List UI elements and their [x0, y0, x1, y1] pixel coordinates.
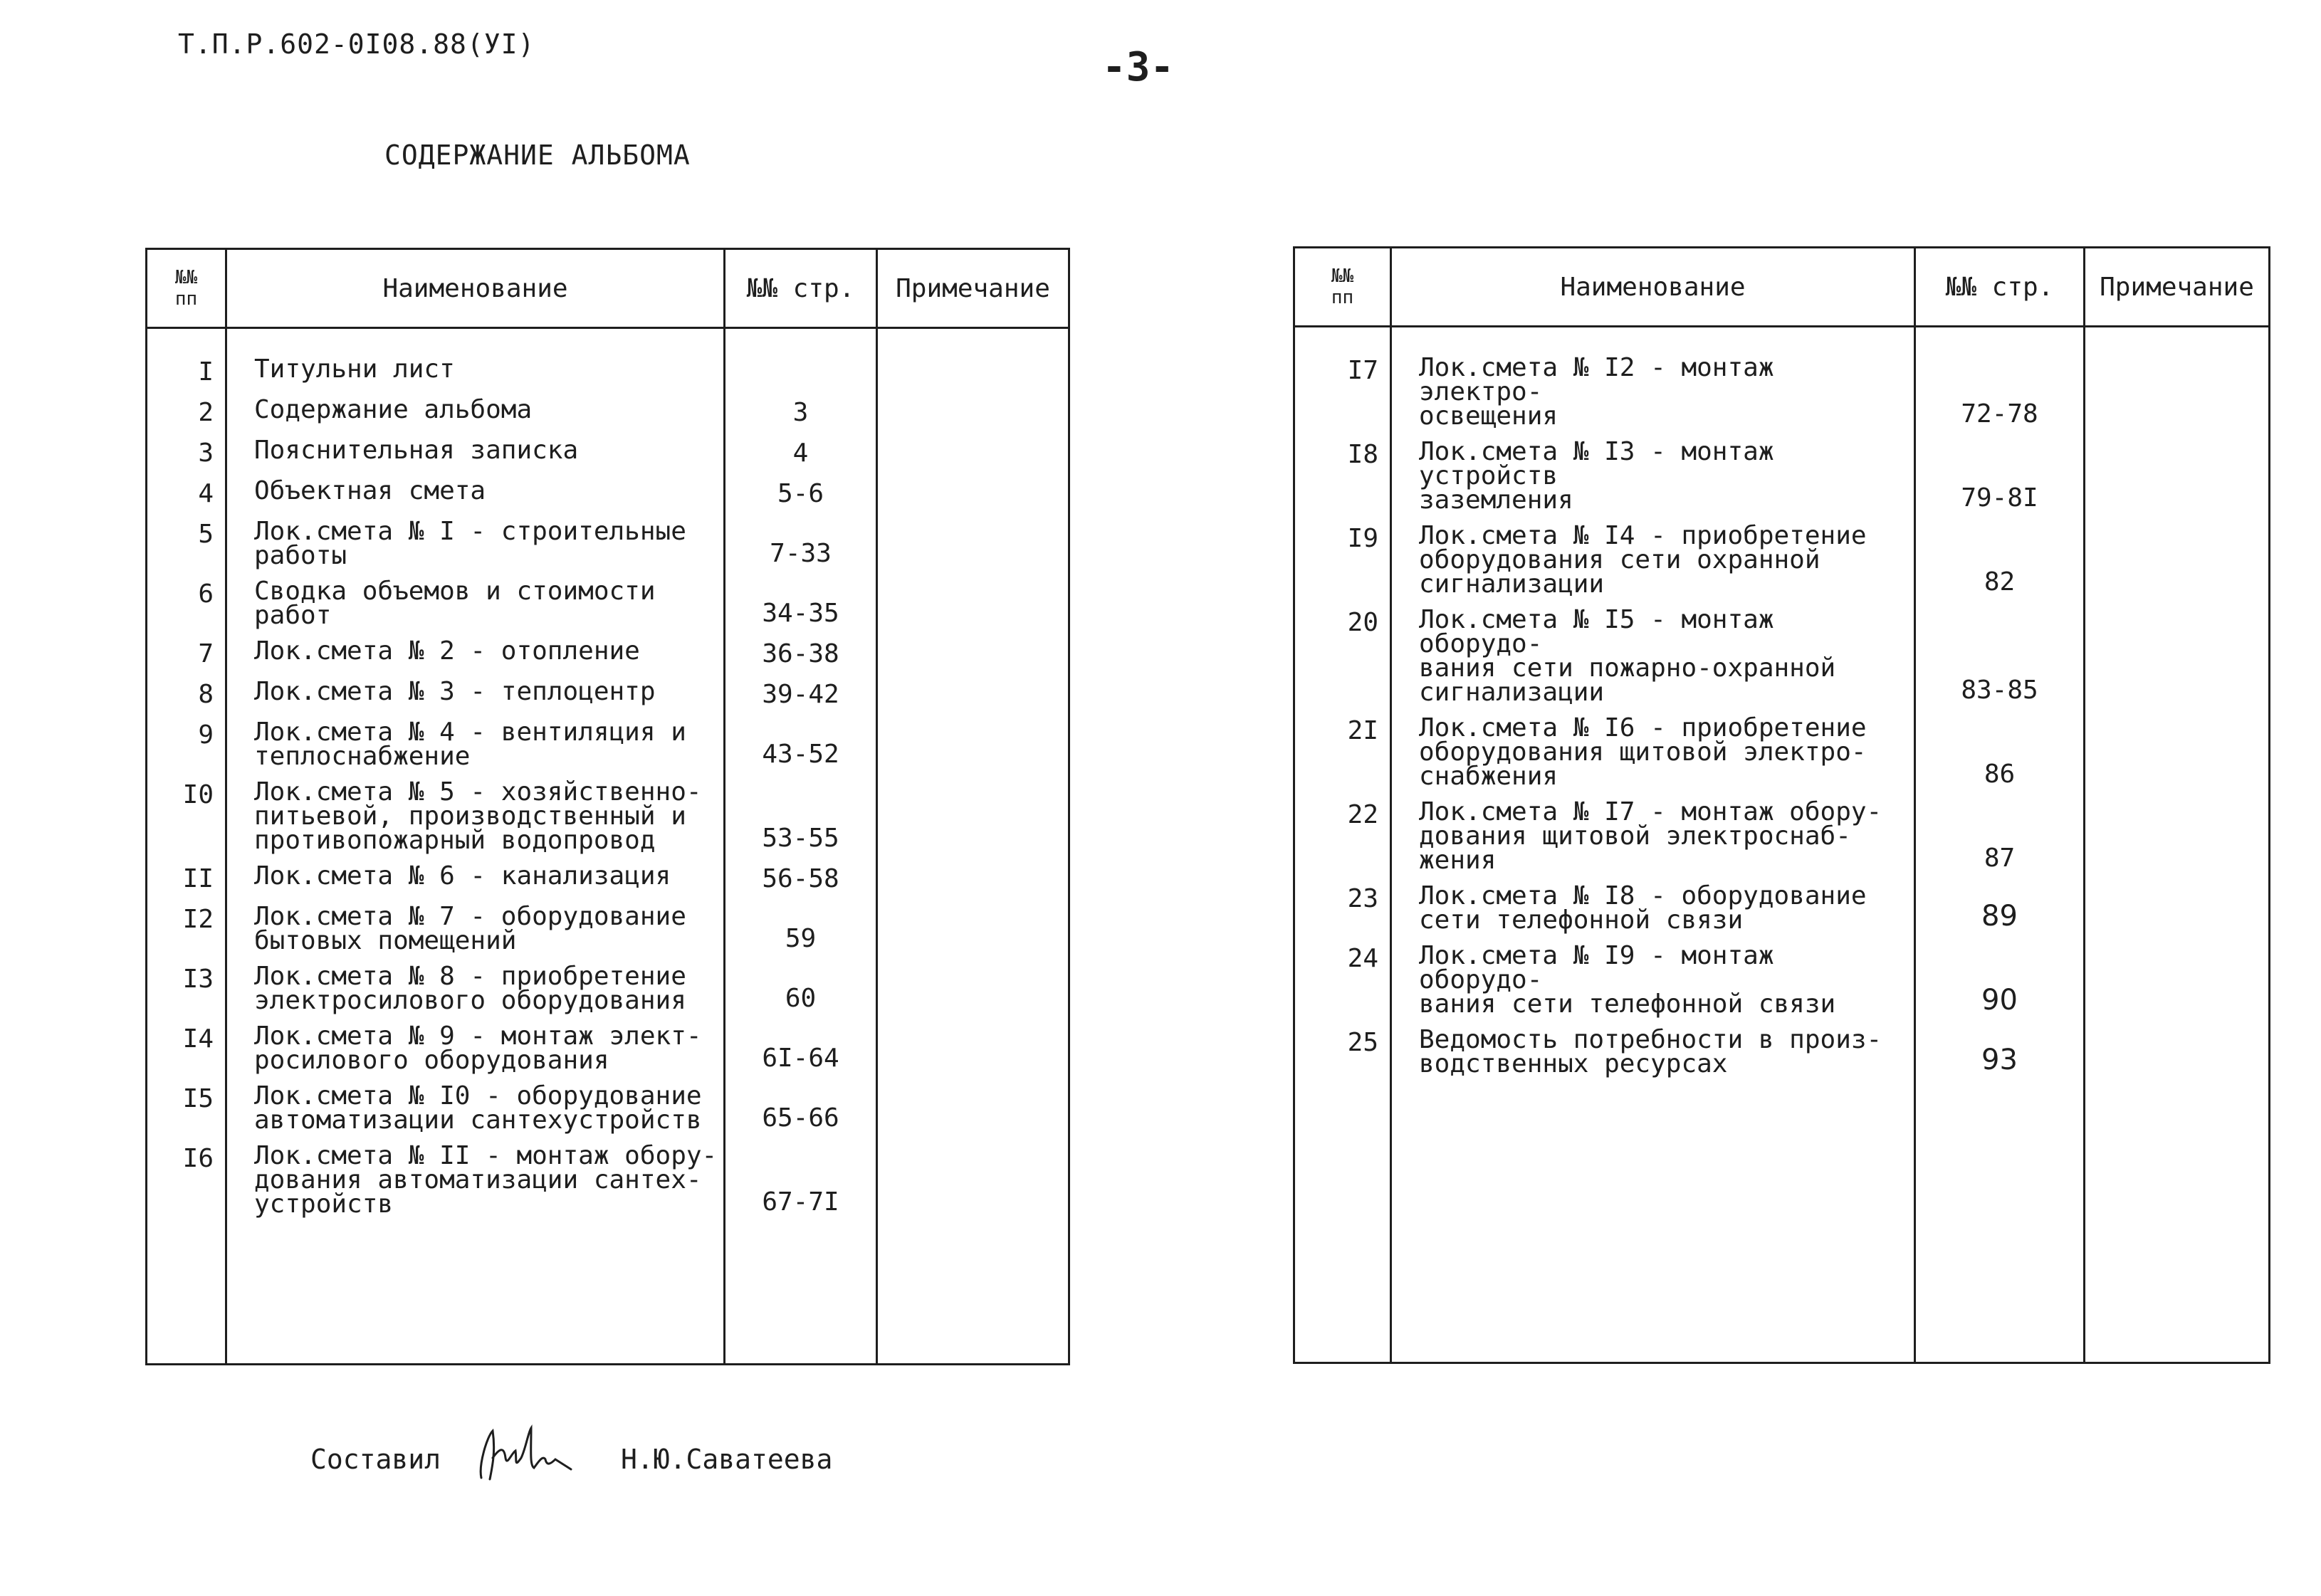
filler-cell: [2085, 1082, 2270, 1363]
row-name: Лок.смета № 2 - отопление: [226, 634, 725, 674]
filler-cell: [147, 1222, 226, 1365]
row-name: Лок.смета № 4 - вентиляция и теплоснабжение: [226, 715, 725, 775]
row-pages: [725, 328, 877, 393]
row-name: Лок.смета № 3 - теплоцентр: [226, 674, 725, 715]
row-number: 25: [1294, 1022, 1391, 1082]
row-note: [2085, 1022, 2270, 1082]
table-filler-row: [147, 1222, 1069, 1365]
row-note: [877, 715, 1069, 775]
row-name: Объектная смета: [226, 473, 725, 514]
row-name: Лок.смета № 9 - монтаж элект- росилового оборудования: [226, 1019, 725, 1078]
table-row: [1294, 434, 2270, 518]
row-number: 4: [147, 473, 226, 514]
column-header-name: Наименование: [226, 249, 725, 328]
row-name: Лок.смета № І8 - оборудование сети телефонной связи: [1391, 878, 1915, 938]
row-pages: 79-8І: [1915, 434, 2085, 518]
column-header-pages: №№ стр.: [1915, 248, 2085, 327]
row-note: [2085, 602, 2270, 710]
row-name: Лок.смета № І0 - оборудование автоматизации сантехустройств: [226, 1078, 725, 1138]
table-row: [147, 392, 1069, 433]
row-number: І: [147, 328, 226, 393]
table-row: [1294, 602, 2270, 710]
row-note: [877, 473, 1069, 514]
row-pages: 34-35: [725, 574, 877, 634]
row-pages: 86: [1915, 710, 2085, 794]
row-number: 6: [147, 574, 226, 634]
row-note: [877, 433, 1069, 473]
row-number: 7: [147, 634, 226, 674]
table-row: [147, 674, 1069, 715]
row-number: І8: [1294, 434, 1391, 518]
column-header-note: Примечание: [877, 249, 1069, 328]
row-pages: 82: [1915, 518, 2085, 602]
row-pages: 60: [725, 959, 877, 1019]
row-pages: 56-58: [725, 859, 877, 899]
column-header-note: Примечание: [2085, 248, 2270, 327]
page-number: -3-: [1102, 44, 1175, 90]
page-title: СОДЕРЖАНИЕ АЛЬБОМА: [384, 140, 691, 171]
row-pages: 87: [1915, 794, 2085, 878]
table-row: [147, 1019, 1069, 1078]
table-row: [1294, 518, 2270, 602]
row-name: Лок.смета № 8 - приобретение электросилового оборудования: [226, 959, 725, 1019]
table-row: [1294, 938, 2270, 1022]
filler-cell: [1915, 1082, 2085, 1363]
contents-table-right: [1293, 246, 2270, 1364]
table-row: [1294, 1022, 2270, 1082]
row-number: 2: [147, 392, 226, 433]
row-name: Лок.смета № І5 - монтаж оборудо- вания сети пожарно-охранной сигнализации: [1391, 602, 1915, 710]
row-number: 22: [1294, 794, 1391, 878]
row-number: І0: [147, 775, 226, 859]
row-note: [877, 574, 1069, 634]
row-pages: 53-55: [725, 775, 877, 859]
table-filler-row: [1294, 1082, 2270, 1363]
row-pages: 39-42: [725, 674, 877, 715]
compiled-by-label: Составил: [310, 1444, 441, 1475]
contents-table-left: [145, 248, 1070, 1365]
row-pages: 67-7І: [725, 1138, 877, 1222]
row-name: Лок.смета № 7 - оборудование бытовых помещений: [226, 899, 725, 959]
row-number: І5: [147, 1078, 226, 1138]
signature-image: [471, 1422, 578, 1486]
row-number: І7: [1294, 327, 1391, 435]
filler-cell: [1294, 1082, 1391, 1363]
table-row: [147, 715, 1069, 775]
row-number: 20: [1294, 602, 1391, 710]
row-name: Сводка объемов и стоимости работ: [226, 574, 725, 634]
row-pages: 5-6: [725, 473, 877, 514]
table-header-row: [1294, 248, 2270, 327]
table-row: [147, 634, 1069, 674]
table-row: [147, 775, 1069, 859]
row-number: 2І: [1294, 710, 1391, 794]
row-name: Лок.смета № 6 - канализация: [226, 859, 725, 899]
table-row: [147, 1138, 1069, 1222]
column-header-number: №№ пп: [147, 249, 226, 328]
row-number: І6: [147, 1138, 226, 1222]
column-header-name: Наименование: [1391, 248, 1915, 327]
row-pages: 93: [1915, 1022, 2085, 1082]
row-number: 3: [147, 433, 226, 473]
row-number: 24: [1294, 938, 1391, 1022]
row-note: [877, 514, 1069, 574]
row-note: [2085, 878, 2270, 938]
row-pages: 36-38: [725, 634, 877, 674]
table-row: [147, 574, 1069, 634]
row-name: Лок.смета № І4 - приобретение оборудования сети охранной сигнализации: [1391, 518, 1915, 602]
row-name: Лок.смета № І2 - монтаж электро- освещения: [1391, 327, 1915, 435]
row-note: [2085, 434, 2270, 518]
row-note: [877, 859, 1069, 899]
table-row: [1294, 794, 2270, 878]
row-pages: 65-66: [725, 1078, 877, 1138]
row-name: Содержание альбома: [226, 392, 725, 433]
row-name: Лок.смета № І6 - приобретение оборудования щитовой электро- снабжения: [1391, 710, 1915, 794]
row-pages: 43-52: [725, 715, 877, 775]
row-note: [877, 392, 1069, 433]
row-pages: 4: [725, 433, 877, 473]
row-note: [2085, 794, 2270, 878]
row-name: Лок.смета № 5 - хозяйственно- питьевой, производственный и противопожарный водопровод: [226, 775, 725, 859]
row-number: І2: [147, 899, 226, 959]
filler-cell: [725, 1222, 877, 1365]
table-row: [147, 859, 1069, 899]
row-pages: 7-33: [725, 514, 877, 574]
table-row: [147, 959, 1069, 1019]
filler-cell: [226, 1222, 725, 1365]
row-note: [877, 328, 1069, 393]
row-number: 9: [147, 715, 226, 775]
row-note: [877, 959, 1069, 1019]
table-header-row: [147, 249, 1069, 328]
table-row: [147, 473, 1069, 514]
row-pages: 89: [1915, 878, 2085, 938]
row-pages: 72-78: [1915, 327, 2085, 435]
row-number: 23: [1294, 878, 1391, 938]
row-pages: 90: [1915, 938, 2085, 1022]
row-number: І3: [147, 959, 226, 1019]
table-row: [1294, 710, 2270, 794]
row-number: ІІ: [147, 859, 226, 899]
row-number: 5: [147, 514, 226, 574]
column-header-pages: №№ стр.: [725, 249, 877, 328]
row-note: [877, 775, 1069, 859]
row-pages: 6І-64: [725, 1019, 877, 1078]
filler-cell: [1391, 1082, 1915, 1363]
row-note: [2085, 938, 2270, 1022]
filler-cell: [877, 1222, 1069, 1365]
row-name: Титульни лист: [226, 328, 725, 393]
row-number: 8: [147, 674, 226, 715]
row-pages: 83-85: [1915, 602, 2085, 710]
row-note: [2085, 710, 2270, 794]
row-note: [2085, 327, 2270, 435]
table-row: [147, 514, 1069, 574]
table-row: [147, 1078, 1069, 1138]
table-row: [1294, 327, 2270, 435]
row-name: Лок.смета № ІІ - монтаж обору- дования автоматизации сантех- устройств: [226, 1138, 725, 1222]
row-name: Лок.смета № І7 - монтаж обору- дования щитовой электроснаб- жения: [1391, 794, 1915, 878]
row-note: [877, 1019, 1069, 1078]
document-code: Т.П.Р.602-0І08.88(УІ): [178, 28, 535, 60]
row-name: Ведомость потребности в произ- водственных ресурсах: [1391, 1022, 1915, 1082]
row-note: [877, 1078, 1069, 1138]
table-row: [147, 328, 1069, 393]
table-row: [147, 899, 1069, 959]
row-pages: 59: [725, 899, 877, 959]
row-pages: 3: [725, 392, 877, 433]
row-name: Лок.смета № І - строительные работы: [226, 514, 725, 574]
table-row: [1294, 878, 2270, 938]
row-name: Лок.смета № І9 - монтаж оборудо- вания сети телефонной связи: [1391, 938, 1915, 1022]
compiler-name: Н.Ю.Саватеева: [621, 1444, 833, 1475]
row-number: І4: [147, 1019, 226, 1078]
row-name: Пояснительная записка: [226, 433, 725, 473]
row-note: [2085, 518, 2270, 602]
table-row: [147, 433, 1069, 473]
row-note: [877, 674, 1069, 715]
column-header-number: №№ пп: [1294, 248, 1391, 327]
row-note: [877, 634, 1069, 674]
row-number: І9: [1294, 518, 1391, 602]
row-note: [877, 1138, 1069, 1222]
row-name: Лок.смета № І3 - монтаж устройств заземления: [1391, 434, 1915, 518]
row-note: [877, 899, 1069, 959]
